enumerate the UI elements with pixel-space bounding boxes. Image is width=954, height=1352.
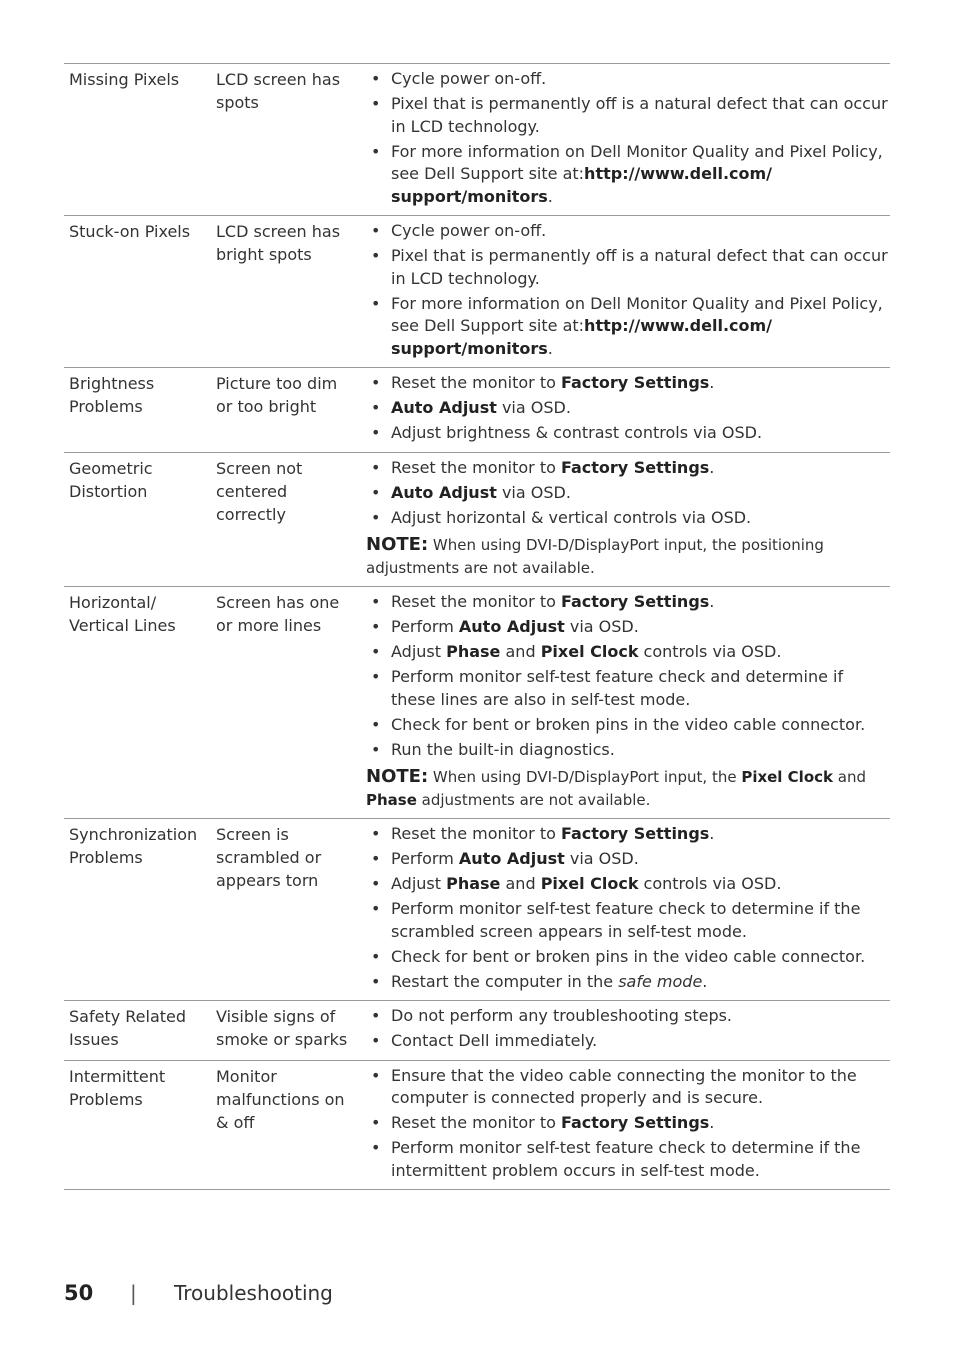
bullet-icon: •: [371, 293, 381, 313]
text-run: Auto Adjust: [391, 482, 497, 502]
text-run: Reset the monitor to: [391, 824, 561, 843]
solution-list: [366, 591, 890, 761]
bullet-icon: •: [371, 714, 381, 734]
bullet-icon: •: [371, 874, 381, 893]
bullet-icon: •: [371, 1065, 381, 1085]
bullet-icon: •: [371, 971, 381, 991]
solutions-cell: [362, 1065, 890, 1183]
solution-item: [366, 1112, 890, 1135]
page-number: 50: [64, 1281, 94, 1305]
text-run: Reset the monitor to: [391, 457, 561, 477]
text-run: and: [833, 768, 866, 786]
solution-item: [366, 666, 890, 711]
bullet-icon: •: [371, 94, 381, 113]
solution-item: [366, 1030, 890, 1053]
text-run: Reset the monitor to: [391, 1113, 561, 1132]
solution-list: [366, 220, 890, 360]
footer-section-title: Troubleshooting: [174, 1281, 333, 1305]
solution-item: [366, 739, 890, 762]
text-run: controls via OSD.: [638, 642, 782, 661]
text-run: Run the built-in diagnostics.: [391, 739, 615, 759]
symptom-cell: Picture too dim or too bright: [216, 374, 338, 416]
solution-item: [366, 68, 890, 91]
text-run: http://www.dell.com/ support/monitors: [391, 164, 773, 206]
solution-list: [366, 68, 890, 208]
solution-item: [366, 397, 890, 420]
problem-cell: Horizontal/ Vertical Lines: [69, 593, 176, 635]
bullet-icon: •: [371, 824, 381, 843]
solution-list: [366, 372, 890, 445]
text-run: Pixel Clock: [741, 768, 833, 786]
text-run: Pixel that is permanently off is a natural defect that can occur in LCD technology.: [391, 246, 888, 288]
bullet-icon: •: [371, 739, 381, 759]
text-run: Perform monitor self-test feature check to determine if the intermittent problem occurs in self-test mode.: [391, 1138, 861, 1180]
text-run: Factory Settings: [560, 373, 710, 392]
table-row: [64, 64, 890, 216]
text-run: For more information on Dell Monitor Quality and Pixel Policy, see Dell Support site at:: [391, 141, 883, 183]
bullet-icon: •: [371, 1138, 381, 1157]
text-run: Ensure that the video cable connecting the monitor to the computer is connected properly and is secure.: [391, 1065, 857, 1107]
text-run: safe mode: [618, 971, 703, 991]
problem-cell: Geometric Distortion: [69, 458, 153, 501]
bullet-icon: •: [371, 221, 381, 240]
solutions-cell: [362, 372, 890, 445]
text-run: Cycle power on-off.: [391, 221, 547, 240]
text-run: .: [702, 971, 708, 991]
text-run: Contact Dell immediately.: [391, 1031, 598, 1050]
text-run: Restart the computer in the: [391, 971, 619, 991]
solution-item: [366, 93, 890, 138]
bullet-icon: •: [371, 592, 381, 611]
text-run: Reset the monitor to: [391, 592, 561, 611]
text-run: Check for bent or broken pins in the video cable connector.: [391, 714, 866, 734]
symptom-cell: Screen is scrambled or appears torn: [216, 825, 322, 890]
solution-item: [366, 591, 890, 614]
text-run: and: [500, 642, 541, 661]
solution-item: [366, 507, 890, 530]
solution-item: [366, 1065, 890, 1110]
bullet-icon: •: [371, 899, 381, 918]
solution-item: [366, 220, 890, 243]
footer-separator: |: [130, 1281, 137, 1305]
problem-cell: Intermittent Problems: [69, 1066, 166, 1109]
symptom-cell: Monitor malfunctions on & off: [216, 1066, 345, 1132]
bullet-icon: •: [371, 1113, 381, 1132]
table-row: [64, 453, 890, 588]
note-label: NOTE:: [366, 766, 429, 787]
solution-list: [366, 1005, 890, 1053]
problem-cell: Stuck-on Pixels: [69, 222, 191, 241]
text-run: .: [709, 373, 715, 392]
table-row: [64, 819, 890, 1001]
bullet-icon: •: [371, 246, 381, 265]
solution-item: [366, 823, 890, 846]
text-run: Reset the monitor to: [391, 373, 561, 392]
text-run: Do not perform any troubleshooting steps.: [391, 1006, 733, 1025]
solutions-cell: [362, 220, 890, 360]
text-run: Phase: [366, 790, 417, 809]
bullet-icon: •: [371, 423, 381, 442]
text-run: Auto Adjust: [458, 849, 565, 868]
solutions-cell: [362, 68, 890, 208]
text-run: Perform: [391, 849, 459, 868]
symptom-cell: Screen has one or more lines: [216, 593, 340, 635]
table-row: [64, 1001, 890, 1061]
solution-item: [366, 616, 890, 639]
text-run: Perform monitor self-test feature check to determine if the scrambled screen appears in self-test mode.: [391, 899, 861, 941]
solution-item: [366, 141, 890, 209]
solution-item: [366, 873, 890, 896]
solutions-cell: [362, 1005, 890, 1053]
solution-item: [366, 372, 890, 395]
text-run: Pixel Clock: [540, 874, 639, 893]
text-run: .: [709, 592, 715, 611]
table-row: [64, 368, 890, 453]
symptom-cell: Visible signs of smoke or sparks: [216, 1007, 348, 1049]
text-run: .: [709, 824, 715, 843]
solution-item: [366, 946, 890, 969]
text-run: For more information on Dell Monitor Quality and Pixel Policy, see Dell Support site at:: [391, 293, 883, 335]
bullet-icon: •: [371, 946, 381, 966]
text-run: When using DVI-D/DisplayPort input, the: [428, 768, 742, 786]
bullet-icon: •: [371, 642, 381, 661]
solution-item: [366, 245, 890, 290]
text-run: Auto Adjust: [458, 617, 565, 636]
text-run: Check for bent or broken pins in the video cable connector.: [391, 946, 866, 966]
text-run: adjustments are not available.: [416, 790, 651, 809]
troubleshooting-table: [64, 63, 890, 1190]
bullet-icon: •: [371, 617, 381, 636]
text-run: Auto Adjust: [391, 398, 497, 417]
text-run: Pixel Clock: [540, 642, 639, 661]
symptom-cell: Screen not centered correctly: [216, 458, 303, 524]
bullet-icon: •: [371, 373, 381, 392]
solution-item: [366, 641, 890, 664]
solutions-cell: [362, 823, 890, 993]
text-run: Phase: [446, 642, 501, 661]
problem-cell: Brightness Problems: [69, 374, 155, 416]
solution-list: [366, 457, 890, 530]
solution-item: [366, 1137, 890, 1182]
bullet-icon: •: [371, 1031, 381, 1050]
text-run: Perform monitor self-test feature check and determine if these lines are also in self-test mode.: [391, 667, 844, 709]
table-row: [64, 216, 890, 368]
text-run: via OSD.: [564, 849, 639, 868]
bullet-icon: •: [371, 667, 381, 686]
bullet-icon: •: [371, 1006, 381, 1025]
text-run: Factory Settings: [560, 592, 710, 611]
note-label: NOTE:: [366, 534, 429, 555]
solution-item: [366, 848, 890, 871]
solution-item: [366, 293, 890, 361]
solution-list: [366, 1065, 890, 1183]
text-run: Cycle power on-off.: [391, 69, 547, 88]
bullet-icon: •: [371, 69, 381, 88]
solution-item: [366, 714, 890, 737]
text-run: via OSD.: [564, 617, 639, 636]
text-run: Adjust: [391, 642, 447, 661]
symptom-cell: LCD screen has bright spots: [216, 222, 341, 264]
bullet-icon: •: [371, 482, 381, 502]
problem-cell: Synchronization Problems: [69, 825, 198, 867]
table-row: [64, 587, 890, 819]
solution-item: [366, 1005, 890, 1028]
note: [366, 766, 890, 811]
text-run: Factory Settings: [560, 1113, 710, 1132]
bullet-icon: •: [371, 457, 381, 477]
problem-cell: Missing Pixels: [69, 70, 180, 89]
problem-cell: Safety Related Issues: [69, 1007, 187, 1049]
solution-item: [366, 898, 890, 943]
bullet-icon: •: [371, 141, 381, 161]
text-run: .: [709, 1113, 715, 1132]
text-run: Factory Settings: [560, 824, 710, 843]
bullet-icon: •: [371, 398, 381, 417]
bullet-icon: •: [371, 507, 381, 527]
solution-item: [366, 971, 890, 994]
text-run: .: [547, 186, 553, 206]
text-run: .: [709, 457, 715, 477]
bullet-icon: •: [371, 849, 381, 868]
text-run: controls via OSD.: [638, 874, 782, 893]
text-run: via OSD.: [496, 482, 571, 502]
text-run: http://www.dell.com/ support/monitors: [391, 316, 773, 358]
text-run: .: [547, 338, 553, 358]
text-run: Adjust brightness & contrast controls via OSD.: [391, 423, 763, 442]
text-run: Adjust: [391, 874, 447, 893]
text-run: Perform: [391, 617, 459, 636]
note: [366, 534, 890, 579]
solutions-cell: [362, 457, 890, 580]
text-run: When using DVI-D/DisplayPort input, the positioning adjustments are not available.: [366, 536, 824, 577]
text-run: and: [500, 874, 541, 893]
text-run: Pixel that is permanently off is a natural defect that can occur in LCD technology.: [391, 94, 888, 136]
text-run: Factory Settings: [560, 457, 710, 477]
text-run: Phase: [446, 874, 501, 893]
page-footer: [64, 1276, 333, 1310]
solution-item: [366, 422, 890, 445]
solutions-cell: [362, 591, 890, 811]
table-row: [64, 1061, 890, 1191]
solution-item: [366, 457, 890, 480]
symptom-cell: LCD screen has spots: [216, 70, 341, 112]
text-run: via OSD.: [496, 398, 571, 417]
solution-list: [366, 823, 890, 993]
solution-item: [366, 482, 890, 505]
text-run: Adjust horizontal & vertical controls via OSD.: [391, 507, 752, 527]
